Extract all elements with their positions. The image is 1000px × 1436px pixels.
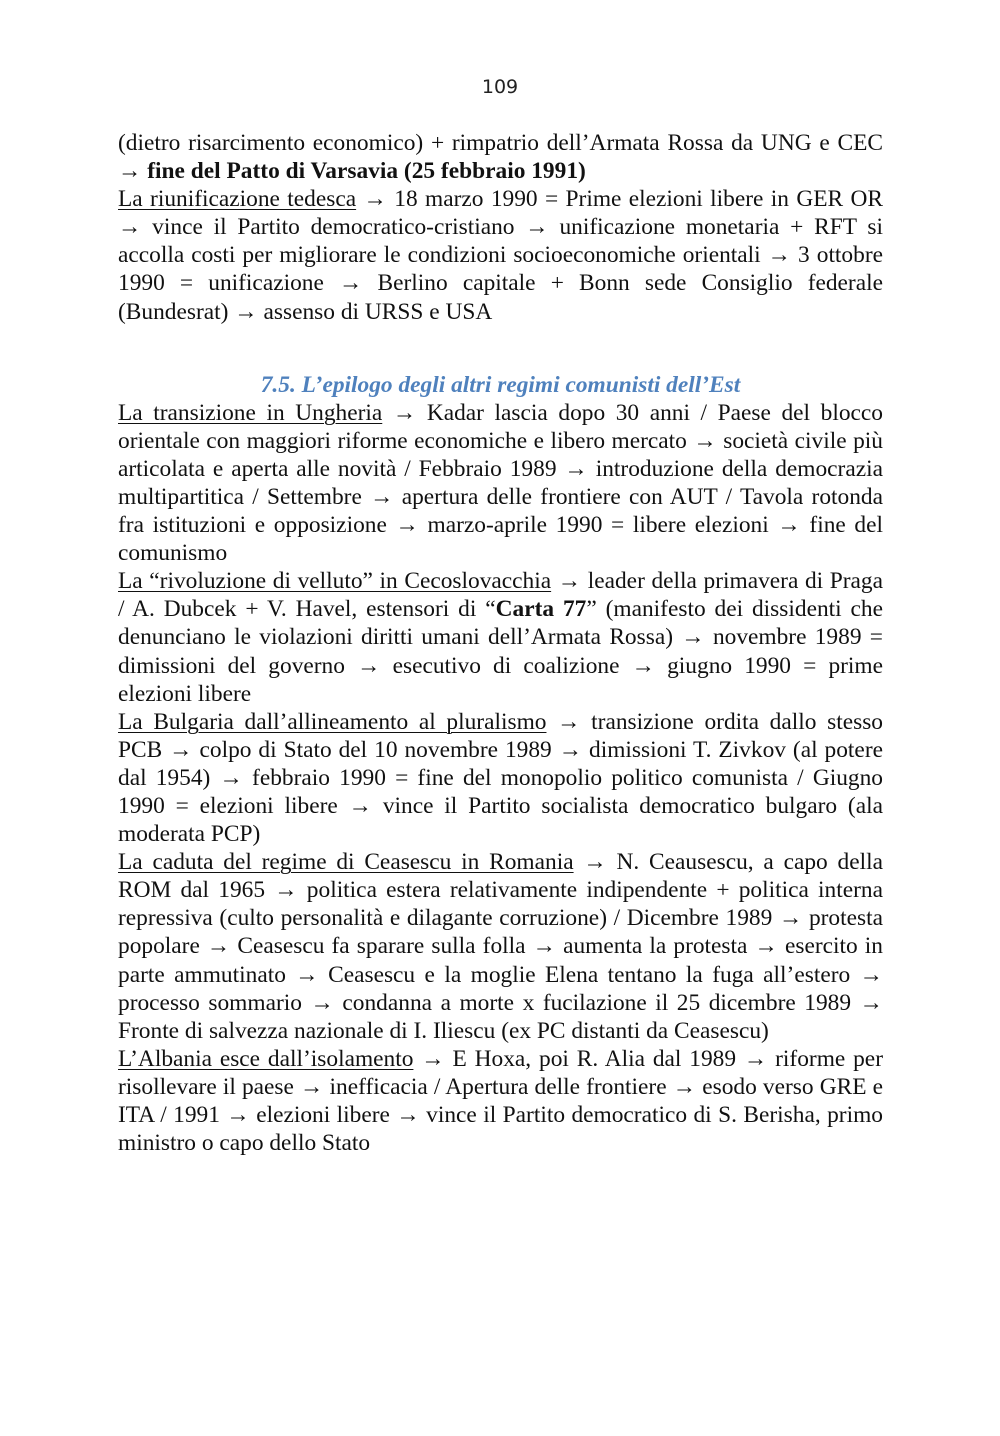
czechoslovakia-title: La “rivoluzione di velluto” in Cecoslovacchia — [118, 568, 552, 595]
hungary-text: → Kadar lascia dopo 30 anni / Paese del blocco orientale con maggiori riforme economiche e libero mercato → società civile più articolata e aperta alle novità / Febbraio 1989 → introduzione della democrazia multipartitica / Settembre → apertura delle frontiere con AUT / Tavola rotonda fra istituzioni e opposizione → marzo-aprile 1990 = libere elezioni → fine del comunismo — [118, 399, 883, 567]
czechoslovakia-text-before: → leader della primavera di Praga / A. Dubcek + V. Havel, estensori di “ — [118, 568, 883, 623]
page-body — [118, 129, 883, 1157]
page-number: 109 — [481, 76, 519, 98]
czechoslovakia-paragraph — [118, 567, 883, 707]
albania-paragraph — [118, 1045, 883, 1157]
bulgaria-text: → transizione ordita dallo stesso PCB → colpo di Stato del 10 novembre 1989 → dimissioni T. Zivkov (al potere dal 1954) → febbraio 1990 = fine del monopolio politico comunista / Giugno 1990 = elezioni libere → vince il Partito socialista democratico bulgaro (ala moderata PCP) — [118, 708, 884, 848]
intro-bold-text: fine del Patto di Varsavia (25 febbraio 1991) — [147, 158, 586, 185]
intro-text: (dietro risarcimento economico) + rimpatrio dell’Armata Rossa da UNG e CEC → — [118, 130, 883, 185]
intro-paragraph — [118, 129, 883, 185]
hungary-paragraph — [118, 399, 883, 568]
bulgaria-paragraph — [118, 708, 883, 848]
reunification-title: La riunificazione tedesca — [118, 186, 357, 213]
hungary-title: La transizione in Ungheria — [118, 399, 383, 426]
romania-title: La caduta del regime di Ceasescu in Romania — [118, 849, 574, 876]
section-heading: 7.5. L’epilogo degli altri regimi comunisti dell’Est — [260, 371, 741, 398]
reunification-paragraph — [118, 185, 883, 325]
bulgaria-title: La Bulgaria dall’allineamento al pluralismo — [118, 708, 547, 735]
albania-title: L’Albania esce dall’isolamento — [118, 1045, 414, 1072]
reunification-text: → 18 marzo 1990 = Prime elezioni libere in GER OR → vince il Partito democratico-cristiano → unificazione monetaria + RFT si accolla costi per migliorare le condizioni socioeconomiche orientali → 3 ottobre 1990 = unificazione → Berlino capitale + Bonn sede Consiglio federale (Bundesrat) → assenso di URSS e USA — [118, 186, 884, 325]
czechoslovakia-bold-text: Carta 77 — [495, 596, 587, 623]
romania-text: → N. Ceausescu, a capo della ROM dal 1965 → politica estera relativamente indipendente + politica interna repressiva (culto personalità e dilagante corruzione) / Dicembre 1989 → protesta popolare → Ceasescu fa sparare sulla folla → aumenta la protesta → esercito in parte ammutinato → Ceasescu e la moglie Elena tentano la fuga all’estero → processo sommario → condanna a morte x fucilazione il 25 dicembre 1989 → Fronte di salvezza nazionale di I. Iliescu (ex PC distanti da Ceasescu) — [118, 849, 883, 1044]
romania-paragraph — [118, 848, 883, 1045]
albania-text: → E Hoxa, poi R. Alia dal 1989 → riforme per risollevare il paese → inefficacia / Apertura delle frontiere → esodo verso GRE e ITA / 1991 → elezioni libere → vince il Partito democratico di S. Berisha, primo ministro o capo dello Stato — [118, 1045, 883, 1157]
czechoslovakia-text-after: ” (manifesto dei dissidenti che denunciano le violazioni diritti umani dell’Armata Rossa) → novembre 1989 = dimissioni del governo → esecutivo di coalizione → giugno 1990 = prime elezioni libere — [118, 596, 883, 707]
